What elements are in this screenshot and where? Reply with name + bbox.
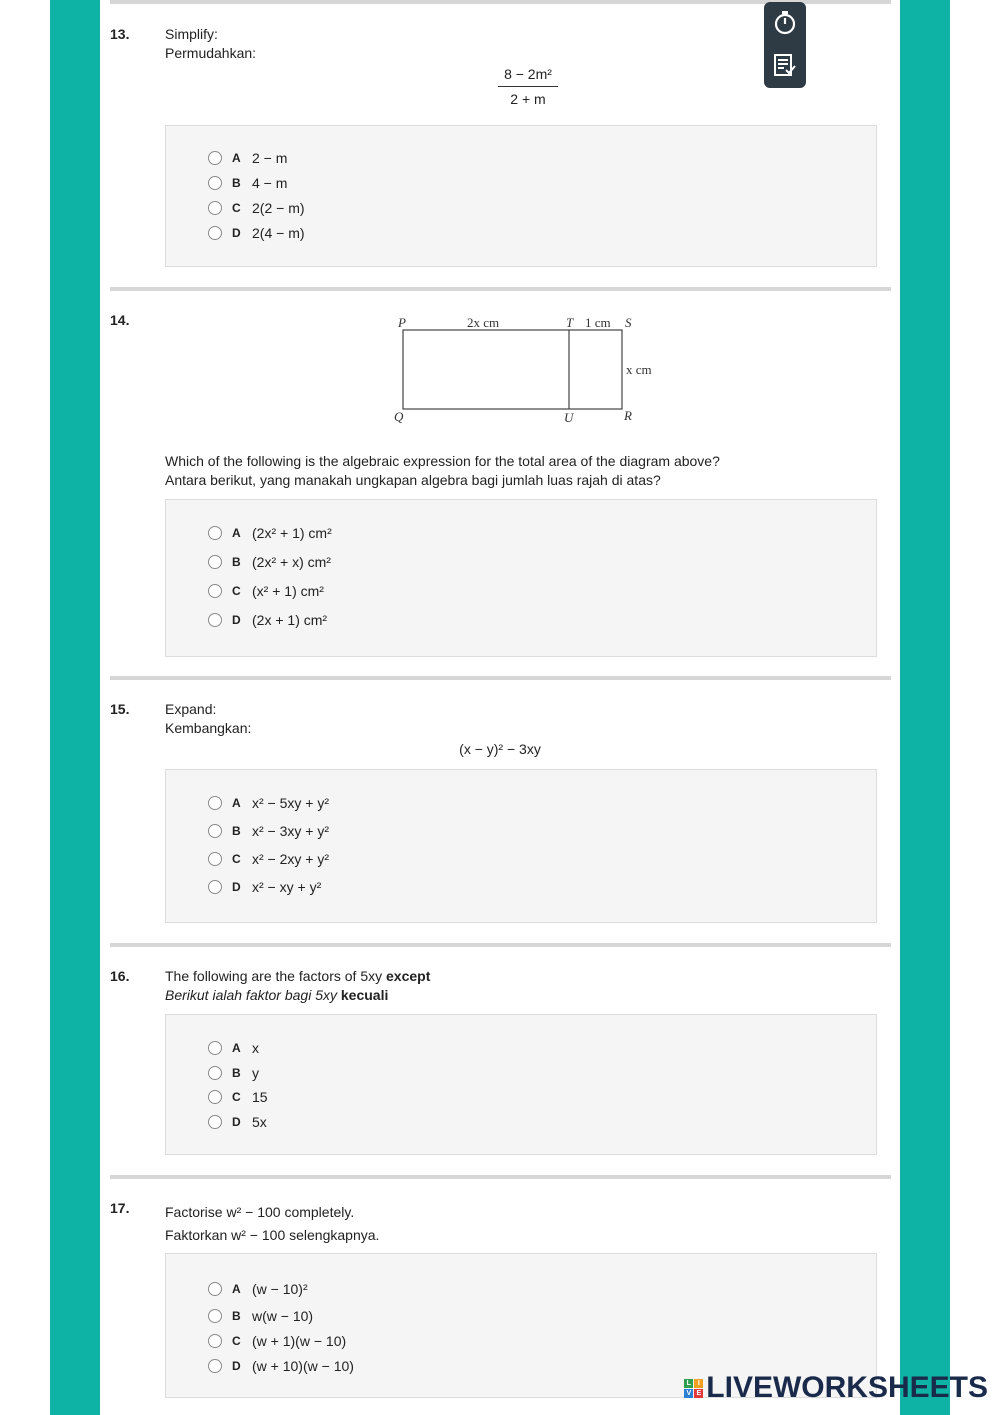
option-b[interactable] xyxy=(208,551,331,573)
answer-options-box xyxy=(165,769,877,923)
option-text: x² − xy + y² xyxy=(252,879,322,895)
option-c[interactable] xyxy=(208,197,305,219)
option-letter: D xyxy=(232,880,241,894)
fraction-numerator: 8 − 2m² xyxy=(498,66,558,87)
option-text: 4 − m xyxy=(252,175,288,191)
radio-button[interactable] xyxy=(208,1041,222,1055)
radio-button[interactable] xyxy=(208,226,222,240)
option-d[interactable] xyxy=(208,609,327,631)
option-text: 2 − m xyxy=(252,150,288,166)
option-text: 2(2 − m) xyxy=(252,200,305,216)
vertex-label-p: P xyxy=(398,315,406,330)
option-text: 5x xyxy=(252,1114,267,1130)
option-text: x² − 5xy + y² xyxy=(252,795,330,811)
question-text-ms: Faktorkan w² − 100 selengkapnya. xyxy=(165,1227,380,1243)
option-d[interactable] xyxy=(208,1111,267,1133)
option-text: (w − 10)² xyxy=(252,1281,308,1297)
option-text: (2x² + 1) cm² xyxy=(252,525,332,541)
option-b[interactable] xyxy=(208,1062,259,1084)
divider xyxy=(110,1175,891,1179)
radio-button[interactable] xyxy=(208,852,222,866)
option-a[interactable] xyxy=(208,1278,308,1300)
divider xyxy=(110,287,891,291)
liveworksheets-logo[interactable] xyxy=(684,1371,988,1405)
radio-button[interactable] xyxy=(208,1334,222,1348)
logo-mark-letter: E xyxy=(694,1389,703,1398)
option-c[interactable] xyxy=(208,1330,346,1352)
question-number: 16. xyxy=(110,968,130,984)
option-text: (x² + 1) cm² xyxy=(252,583,324,599)
option-text: w(w − 10) xyxy=(252,1308,314,1324)
option-a[interactable] xyxy=(208,1037,259,1059)
radio-button[interactable] xyxy=(208,613,222,627)
length-label-2x: 2x cm xyxy=(467,315,500,330)
rectangle-diagram xyxy=(390,312,670,430)
radio-button[interactable] xyxy=(208,176,222,190)
option-b[interactable] xyxy=(208,820,329,842)
radio-button[interactable] xyxy=(208,796,222,810)
question-text-en: Expand: xyxy=(165,701,217,717)
question-number: 13. xyxy=(110,26,130,42)
fraction xyxy=(498,66,558,107)
question-keyword-en: except xyxy=(386,968,431,984)
vertex-label-r: R xyxy=(624,408,632,423)
logo-mark-letter: V xyxy=(684,1389,693,1398)
option-d[interactable] xyxy=(208,876,321,898)
option-letter: A xyxy=(232,1282,241,1296)
radio-button[interactable] xyxy=(208,1066,222,1080)
radio-button[interactable] xyxy=(208,1282,222,1296)
radio-button[interactable] xyxy=(208,201,222,215)
option-d[interactable] xyxy=(208,1355,354,1377)
option-text: x² − 2xy + y² xyxy=(252,851,330,867)
radio-button[interactable] xyxy=(208,151,222,165)
option-c[interactable] xyxy=(208,580,324,602)
option-d[interactable] xyxy=(208,222,305,244)
option-a[interactable] xyxy=(208,147,287,169)
radio-button[interactable] xyxy=(208,1359,222,1373)
option-letter: D xyxy=(232,1115,241,1129)
option-a[interactable] xyxy=(208,522,332,544)
option-letter: C xyxy=(232,584,241,598)
option-text: (2x² + x) cm² xyxy=(252,554,331,570)
length-label-x: x cm xyxy=(626,362,652,377)
option-letter: C xyxy=(232,852,241,866)
question-keyword-ms: kecuali xyxy=(340,987,389,1003)
question-text-en: Which of the following is the algebraic expression for the total area of the diagram above? xyxy=(165,453,720,469)
option-letter: B xyxy=(232,824,241,838)
option-text: x xyxy=(252,1040,259,1056)
option-letter: B xyxy=(232,1066,241,1080)
stopwatch-icon[interactable] xyxy=(772,10,798,36)
option-letter: A xyxy=(232,796,241,810)
question-text-ms: Kembangkan: xyxy=(165,720,252,736)
checklist-icon[interactable] xyxy=(772,52,798,78)
radio-button[interactable] xyxy=(208,1090,222,1104)
logo-text: LIVEWORKSHEETS xyxy=(706,1371,988,1404)
option-text: 2(4 − m) xyxy=(252,225,305,241)
right-teal-band xyxy=(900,0,950,1415)
radio-button[interactable] xyxy=(208,1115,222,1129)
option-text: (2x + 1) cm² xyxy=(252,612,328,628)
question-text-ms: Antara berikut, yang manakah ungkapan algebra bagi jumlah luas rajah di atas? xyxy=(165,472,661,488)
option-c[interactable] xyxy=(208,1086,268,1108)
option-letter: A xyxy=(232,151,241,165)
option-letter: C xyxy=(232,1090,241,1104)
answer-options-box xyxy=(165,125,877,267)
logo-mark-icon xyxy=(684,1379,703,1398)
option-letter: D xyxy=(232,613,241,627)
question-text-ms-line xyxy=(165,986,388,1005)
vertex-label-s: S xyxy=(625,315,632,330)
question-text-ms: Berikut ialah faktor bagi 5xy xyxy=(165,987,337,1003)
answer-options-box xyxy=(165,499,877,657)
answer-options-box xyxy=(165,1014,877,1155)
length-label-1cm: 1 cm xyxy=(585,315,611,330)
question-number: 14. xyxy=(110,312,130,328)
question-text-ms: Permudahkan: xyxy=(165,45,257,61)
question-text-en-line xyxy=(165,967,430,986)
worksheet-page xyxy=(100,0,900,1415)
fraction-denominator: 2 + m xyxy=(510,91,546,107)
divider xyxy=(110,943,891,947)
radio-button[interactable] xyxy=(208,584,222,598)
left-teal-band xyxy=(50,0,100,1415)
question-number: 17. xyxy=(110,1200,130,1216)
radio-button[interactable] xyxy=(208,824,222,838)
option-letter: B xyxy=(232,176,241,190)
radio-button[interactable] xyxy=(208,555,222,569)
option-letter: C xyxy=(232,201,241,215)
option-text: (w + 10)(w − 10) xyxy=(252,1358,354,1374)
expression: (x − y)² − 3xy xyxy=(459,741,541,757)
option-letter: B xyxy=(232,555,241,569)
option-letter: A xyxy=(232,526,241,540)
question-number: 15. xyxy=(110,701,130,717)
option-b[interactable] xyxy=(208,172,287,194)
question-text-en: Simplify: xyxy=(165,26,218,42)
vertex-label-u: U xyxy=(564,410,574,425)
question-text-en: The following are the factors of 5xy xyxy=(165,968,383,984)
vertex-label-t: T xyxy=(566,315,574,330)
option-letter: D xyxy=(232,226,241,240)
worksheet-tools-widget xyxy=(764,2,806,88)
vertex-label-q: Q xyxy=(394,409,404,424)
radio-button[interactable] xyxy=(208,1309,222,1323)
option-letter: C xyxy=(232,1334,241,1348)
divider xyxy=(110,676,891,680)
option-letter: A xyxy=(232,1041,241,1055)
option-b[interactable] xyxy=(208,1305,313,1327)
option-letter: D xyxy=(232,1359,241,1373)
radio-button[interactable] xyxy=(208,526,222,540)
logo-mark-letter: I xyxy=(694,1379,703,1388)
question-text-en: Factorise w² − 100 completely. xyxy=(165,1204,355,1220)
logo-mark-letter: L xyxy=(684,1379,693,1388)
option-c[interactable] xyxy=(208,848,329,870)
option-a[interactable] xyxy=(208,792,329,814)
option-text: (w + 1)(w − 10) xyxy=(252,1333,347,1349)
option-text: x² − 3xy + y² xyxy=(252,823,330,839)
option-text: 15 xyxy=(252,1089,268,1105)
option-letter: B xyxy=(232,1309,241,1323)
option-text: y xyxy=(252,1065,259,1081)
radio-button[interactable] xyxy=(208,880,222,894)
